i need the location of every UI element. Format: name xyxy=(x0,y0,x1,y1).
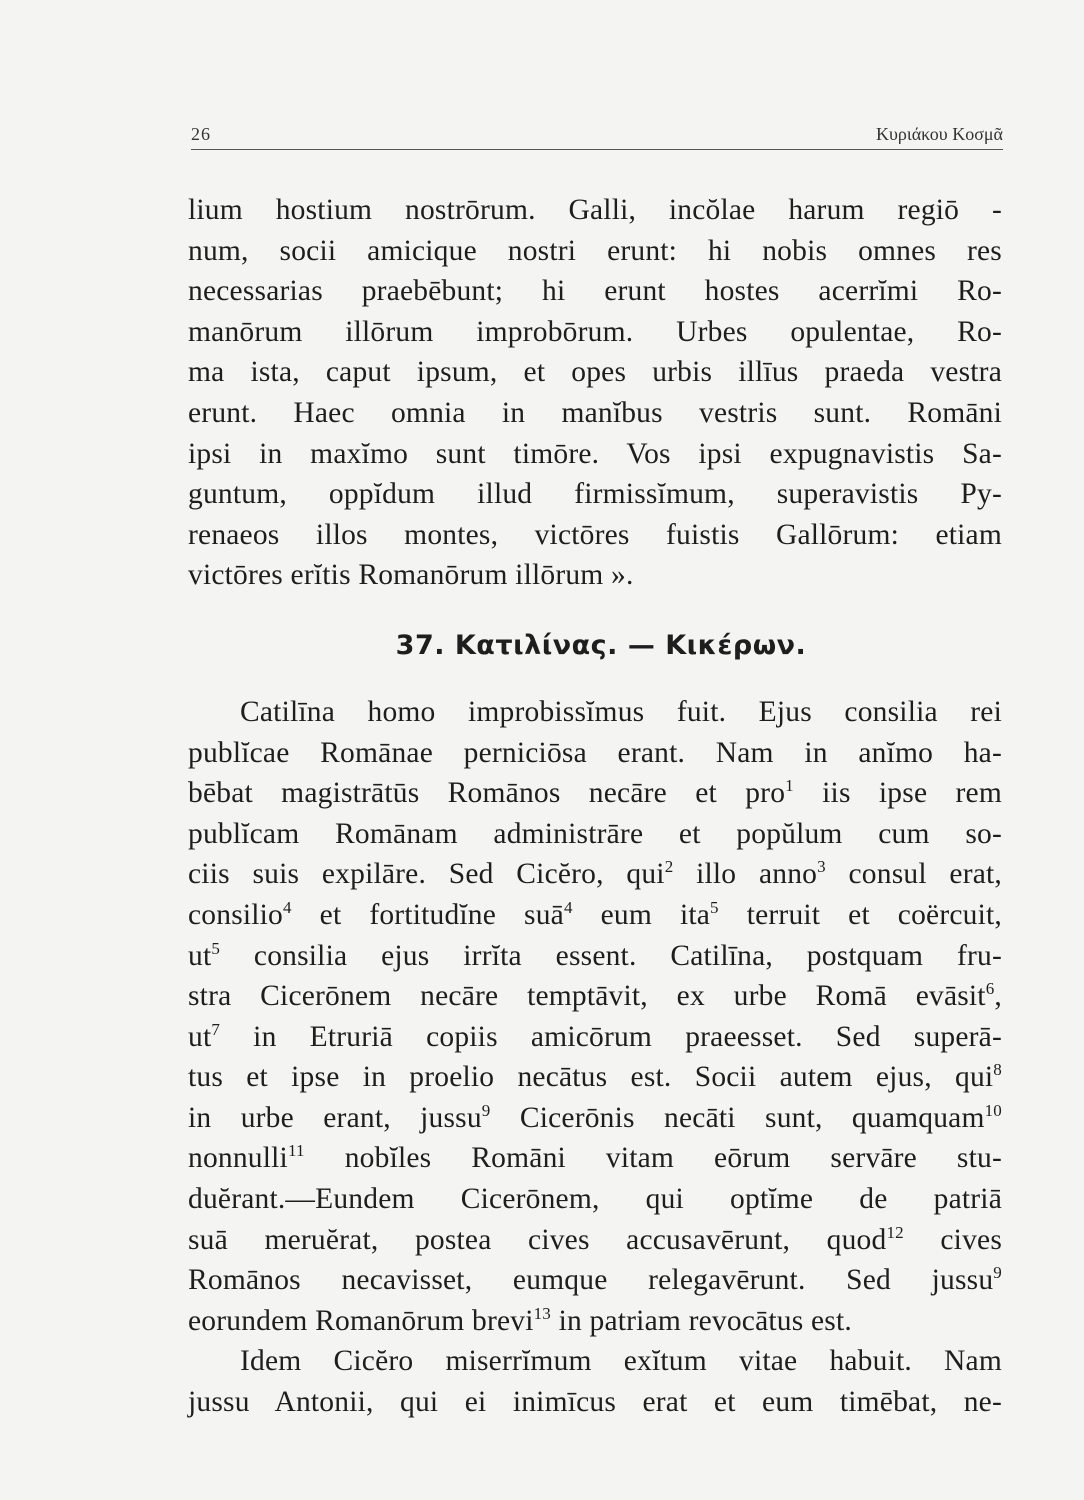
text-segment: ciis suis expilāre. Sed Cicĕro, qui xyxy=(188,858,665,891)
text-segment: consilio xyxy=(188,898,284,931)
paragraph-2 xyxy=(188,692,1002,1342)
section-heading: 37. Κατιλίνας. — Κικέρων. xyxy=(395,629,807,661)
footnote-mark: 5 xyxy=(211,938,221,958)
text-segment: ut xyxy=(188,1020,212,1053)
footnote-mark: 7 xyxy=(211,1019,221,1039)
text-segment: nonnulli xyxy=(188,1142,288,1175)
text-line xyxy=(188,773,1002,814)
text-line: num, socii amicique nostri erunt: hi nobis omnes res xyxy=(188,234,1002,267)
text-segment: , xyxy=(994,980,1002,1013)
footnote-mark: 4 xyxy=(563,898,573,918)
text-line: guntum, oppĭdum illud firmissĭmum, superavistis Py- xyxy=(188,478,1002,511)
text-line: ipsi in maxĭmo sunt timōre. Vos ipsi expugnavistis Sa- xyxy=(188,437,1002,470)
footnote-mark: 4 xyxy=(283,898,292,918)
text-line: ma ista, caput ipsum, et opes urbis illīus praeda vestra xyxy=(188,356,1002,389)
text-segment: suā meruĕrat, postea cives accusavērunt, quod xyxy=(188,1223,887,1256)
footnote-mark: 1 xyxy=(785,776,794,796)
text-line: lium hostium nostrōrum. Galli, incŏlae harum regiō - xyxy=(188,194,1002,226)
paragraph-3 xyxy=(188,1341,1002,1422)
text-segment: in Etruriā copiis amicōrum praeesset. Sed superā- xyxy=(220,1020,1002,1053)
footnote-mark: 6 xyxy=(985,979,995,999)
text-segment: Cicerōnis necāti sunt, quamquam xyxy=(490,1101,985,1134)
text-line: necessarias praebēbunt; hi erunt hostes acerrĭmi Ro- xyxy=(188,275,1002,308)
text-line: publĭcam Romānam administrāre et popŭlum cum so- xyxy=(188,817,1002,850)
footnote-mark: 12 xyxy=(886,1222,904,1242)
footnote-mark: 8 xyxy=(993,1060,1002,1080)
text-segment: nobĭles Romāni vitam eōrum servāre stu- xyxy=(304,1142,1002,1175)
text-segment: in urbe erant, jussu xyxy=(188,1101,482,1134)
text-segment: tus et ipse in proelio necātus est. Socii autem ejus, qui xyxy=(188,1061,994,1094)
text-segment: in patriam revocātus est. xyxy=(551,1304,852,1337)
footnote-mark: 9 xyxy=(993,1263,1002,1283)
text-line xyxy=(188,976,1002,1017)
text-line xyxy=(188,1017,1002,1058)
text-line: victōres erĭtis Romanōrum illōrum ». xyxy=(188,559,634,592)
text-line: jussu Antonii, qui ei inimīcus erat et eum timēbat, ne- xyxy=(188,1386,1002,1419)
footnote-mark: 13 xyxy=(533,1304,552,1324)
footnote-mark: 10 xyxy=(984,1101,1002,1121)
running-title: Κυριάκου Κοσμᾶ xyxy=(875,124,1003,144)
text-line: manōrum illōrum improbōrum. Urbes opulentae, Ro- xyxy=(188,315,1002,348)
text-line: Idem Cicĕro miserrĭmum exĭtum vitae habuit. Nam xyxy=(240,1345,1002,1378)
text-line: duĕrant.—Eundem Cicerōnem, qui optĭme de patriā xyxy=(188,1183,1002,1216)
text-line xyxy=(188,1098,1002,1139)
text-line xyxy=(188,854,1002,895)
text-segment: et fortitudĭne suā xyxy=(291,898,564,931)
text-line: publĭcae Romānae perniciōsa erant. Nam in anĭmo ha- xyxy=(188,736,1002,769)
text-line: Catilīna homo improbissĭmus fuit. Ejus consilia rei xyxy=(240,695,1002,728)
text-segment: consul erat, xyxy=(825,858,1002,891)
text-segment: iis ipse rem xyxy=(793,777,1002,810)
text-line xyxy=(188,895,1002,936)
footnote-mark: 9 xyxy=(481,1101,491,1121)
text-line xyxy=(188,1260,1002,1301)
text-segment: illo anno xyxy=(673,858,818,891)
text-line xyxy=(188,1220,1002,1261)
text-line xyxy=(188,936,1002,977)
paragraph-1 xyxy=(188,190,1002,596)
text-line: renaeos illos montes, victōres fuistis Gallōrum: etiam xyxy=(188,518,1002,551)
text-segment: terruit et coërcuit, xyxy=(718,898,1002,931)
text-segment: ut xyxy=(188,939,212,972)
text-line xyxy=(188,1138,1002,1179)
text-segment: eorundem Romanōrum brevi xyxy=(188,1304,534,1337)
text-line xyxy=(188,1301,1002,1342)
text-line: erunt. Haec omnia in manĭbus vestris sunt. Romāni xyxy=(188,396,1002,429)
footnote-mark: 11 xyxy=(287,1141,305,1161)
footnote-mark: 3 xyxy=(817,857,826,877)
body-text xyxy=(188,190,1002,1423)
text-segment: stra Cicerōnem necāre temptāvit, ex urbe Romā evāsit xyxy=(188,980,986,1013)
header-rule xyxy=(191,149,1003,150)
page-number: 26 xyxy=(191,124,211,144)
text-segment: Romānos necavisset, eumque relegavērunt. Sed jussu xyxy=(188,1264,994,1297)
footnote-mark: 5 xyxy=(710,898,719,918)
text-segment: consilia ejus irrĭta essent. Catilīna, postquam fru- xyxy=(220,939,1002,972)
footnote-mark: 2 xyxy=(664,857,674,877)
text-segment: cives xyxy=(903,1223,1002,1256)
text-line xyxy=(188,1057,1002,1098)
text-segment: bēbat magistrātūs Romānos necāre et pro xyxy=(188,777,786,810)
text-segment: eum ita xyxy=(572,898,711,931)
